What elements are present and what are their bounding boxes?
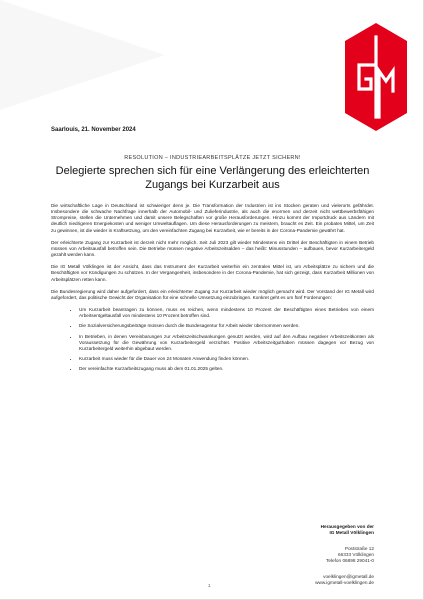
address-phone: Telefon 06898 29041-0: [326, 558, 374, 563]
address-city: 66333 Völklingen: [338, 552, 374, 557]
paragraph: Die Bundesregierung wird daher aufgefordert, dass ein erleichterter Zugang zur Kurzarbeit wieder möglich gemacht wird. Der Vorstand der IG Metall wird aufgefordert, das politische Gewicht der Organisation für eine schnelle Umsetzung einzubringen. Konkret geht es um fünf Forderungen:: [51, 288, 374, 300]
publisher-label: Herausgegeben von der: [320, 524, 374, 529]
paragraph: Der erleichterte Zugang zur Kurzarbeit ist derzeit nicht mehr möglich. Seit Juli 2023 gilt wieder Mindestens ein Drittel der Beschäftigten in einem Betrieb müssen von Arbeitsausfall betroffen sein. Die Betriebe müssen negative Arbeitszeitsalden – das heißt: Minusstunden – aufbauen, bevor Kurzarbeitergeld gezahlt werden kann.: [51, 239, 374, 258]
page-number: 1: [208, 583, 211, 588]
list-item: • In Betrieben, in denen Vereinbarungen zur Arbeitszeitschwankungen genutzt werden, wird auf den Aufbau negativer Arbeitszeitkonten als Voraussetzung für die Gewährung von Kurzarbeitergeld verzichtet. Positive Arbeitszeitguthaben müssen dagegen vor Bezug von Kurzarbeitergeld weiterhin abgebaut werden.: [79, 334, 374, 352]
publisher-name: IG Metall Völklingen: [329, 530, 374, 536]
address-street: Poststraße 12: [344, 546, 374, 551]
paragraph: Die wirtschaftliche Lage in Deutschland ist schwieriger denn je. Die Transformation der Industrien ist ins Stocken geraten und vielerorts gefährdet. Insbesondere die schwache Nachfrage innerhalb der Automobil- und Zulieferindustrie, als auch die enormen und derzeit nicht wettbewerbsfähigen Strompreise, stellen die Unternehmen und damit unsere Belegschaften vor große Herausforderungen. Hinzu kommt der Importdruck aus Ländern mit deutlich niedrigeren Energiekosten und weniger Umweltauflagen. Um diese Herausforderungen zu meistern, braucht es Zeit. Ein probates Mittel, um Zeit zu gewinnen, ist die wieder in Kraftsetzung, um den vereinfachten Zugang bei Kurzarbeit, wie er bereits in der Corona-Pandemie gewährt hat.: [51, 203, 374, 233]
contact-web[interactable]: www.igmetall-voelklingen.de: [315, 580, 374, 585]
list-item: • Kurzarbeit muss wieder für die Dauer von 24 Monaten Anwendung finden können.: [79, 356, 374, 362]
list-item: • Um Kurzarbeit beantragen zu können, muss es reichen, wenn mindestens 10 Prozent der Beschäftigten eines Betriebes von einem Arbeitsentgeltausfall von mindestens 10 Prozent betroffen sind.: [79, 307, 374, 319]
list-item: • Der vereinfachte Kurzarbeitszugang muss ab dem 01.01.2025 gelten.: [79, 366, 374, 372]
demands-list: [51, 307, 374, 372]
ig-metall-logo: [345, 23, 407, 131]
kicker: RESOLUTION – INDUSTRIEARBEITSPLÄTZE JETZT SICHERN!: [124, 155, 301, 161]
paragraph: Die IG Metall Völklingen ist der Ansicht, dass das Instrument der Kurzarbeit weiterhin ein zentrales Mittel ist, um Arbeitsplätze zu sichern und die Beschäftigten vor Kündigungen zu schützen. In der Vergangenheit, insbesondere in der Corona-Pandemie, hat sich gezeigt, dass Kurzarbeit Millionen von Arbeitsplätzen retten kann.: [51, 264, 374, 282]
contact-email[interactable]: voelklingen@igmetall.de: [323, 574, 374, 579]
decorative-triangle: [0, 0, 165, 110]
publisher-block: [300, 524, 374, 536]
address-block: [300, 546, 374, 564]
page-title: Delegierte sprechen sich für eine Verlängerung des erleichterten Zugangs bei Kurzarbeit aus: [55, 165, 370, 191]
contact-block: [280, 574, 374, 586]
list-item: • Die Sozialversicherungsbeiträge müssen durch die Bundesagentur für Arbeit wieder übernommen werden.: [79, 323, 374, 329]
body-text: [51, 203, 374, 376]
date-line: Saarlouis, 21. November 2024: [51, 127, 136, 133]
logo-text: IGM: [376, 127, 378, 128]
